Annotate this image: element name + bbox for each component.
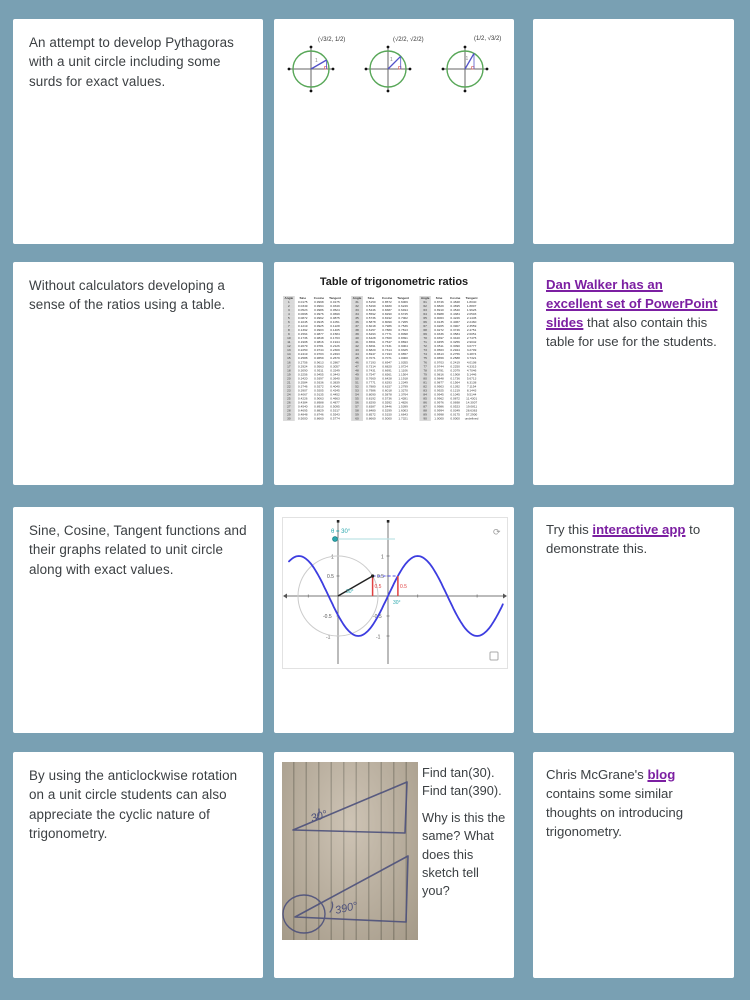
value-label: 0.5 bbox=[374, 584, 382, 590]
pythagoras-text: An attempt to develop Pythagoras with a unit circle including some surds for exact values. bbox=[29, 35, 234, 89]
find-tan-390: Find tan(390). bbox=[422, 783, 502, 799]
unit-circle-60-diagram bbox=[434, 29, 508, 101]
angle-label-origin: 30° bbox=[346, 589, 354, 595]
coords-label-45: (√2/2, √2/2) bbox=[393, 37, 424, 43]
ytick: -1 bbox=[376, 634, 381, 641]
angle-label-curve: 30° bbox=[393, 600, 401, 606]
angle-arc-390 bbox=[330, 902, 333, 912]
card-rotation-note bbox=[13, 752, 263, 978]
table-note-text: Without calculators developing a sense of the ratios using a table. bbox=[29, 278, 226, 313]
x-axis-arrow bbox=[503, 594, 507, 599]
card-table-note bbox=[13, 262, 263, 485]
radius-one-label: 1 bbox=[315, 58, 318, 64]
ytick: -1 bbox=[326, 634, 331, 641]
dan-walker-link[interactable]: Dan Walker has an excellent set of PowerPoint slides bbox=[546, 277, 718, 331]
rotation-note-text: By using the anticlockwise rotation on a unit circle students can also appreciate the cyclic nature of trigonometry. bbox=[29, 768, 238, 842]
blog-post: contains some similar thoughts on introducing trigonometry. bbox=[546, 786, 684, 840]
triangle-30 bbox=[293, 782, 407, 833]
ytick: -0.5 bbox=[323, 614, 332, 620]
sketch-390-label: 390° bbox=[333, 900, 359, 917]
interactive-app-paragraph bbox=[546, 520, 722, 558]
why-question: Why is this the same? What does this sketch tell you? bbox=[422, 810, 506, 898]
trig-table-group: Angle Sine Cosine Tangent 1 0.0175 0.9998 0.0175 2 0.0349 0.9994 0.0349 3 0.0523 0.9986 0.0524 4 0.0698 0.9976 0.0699 5 0.0872 0.9962 0.0875 6 0.1045 0.9945 0.1051 7 0.1219 0.9925 0.1228 8 0.1392 0.9903 0.1405 9 0.1564 0.9877 0.1584 10 0.1736 0.9848 0.1763 11 0.1908 0.9816 0.1944 12 0.2079 0.9781 0.2126 13 0.2250 0.9744 0.2309 14 0.2419 0.9703 0.2493 15 0.2588 0.9659 0.2679 16 0.2756 0.9613 0.2867 17 0.2924 0.9563 0.3057 18 0.3090 0.9511 0.3249 19 0.3256 0.9455 0.3443 20 0.3420 0.9397 0.3640 21 0.3584 0.9336 0.3839 22 0.3746 0.9272 0.4040 23 0.3907 0.9205 0.4245 24 0.4067 0.9135 0.4452 25 0.4226 0.9063 0.4663 26 0.4384 0.8988 0.4877 27 0.4540 0.8910 0.5095 28 0.4695 0.8829 0.5317 29 0.4848 0.8746 0.5543 30 0.5000 0.8660 0.5774 bbox=[284, 296, 341, 421]
unit-circle-30-diagram bbox=[280, 29, 354, 101]
radius-one-label: 1 bbox=[390, 57, 393, 63]
card-sine-graph[interactable] bbox=[274, 507, 514, 733]
find-tan-30: Find tan(30). bbox=[422, 765, 495, 780]
reset-icon[interactable]: ⟳ bbox=[493, 528, 501, 538]
value-label: 0.5 bbox=[400, 584, 407, 590]
card-empty bbox=[533, 19, 734, 244]
unit-circle-diagrams bbox=[274, 19, 514, 101]
card-pythagoras-note bbox=[13, 19, 263, 244]
theta-slider-label: θ = 30° bbox=[331, 529, 351, 535]
graphs-note-text: Sine, Cosine, Tangent functions and their graphs related to unit circle along with exact values. bbox=[29, 523, 247, 577]
interactive-app-post: to demonstrate this. bbox=[546, 522, 701, 557]
card-dan-walker-note bbox=[533, 262, 734, 485]
blog-link[interactable]: blog bbox=[647, 767, 676, 782]
rotation-circle bbox=[283, 895, 325, 933]
sketch-drawing bbox=[282, 762, 418, 940]
card-blog-note bbox=[533, 752, 734, 978]
blog-paragraph bbox=[546, 765, 722, 842]
dan-walker-rest: that also contain this table for use for the students. bbox=[546, 315, 717, 350]
trig-table-group: Angle Sine Cosine Tangent 61 0.8746 0.4848 1.8040 62 0.8829 0.4695 1.8807 63 0.8910 0.4540 1.9626 64 0.8988 0.4384 2.0503 65 0.9063 0.4226 2.1445 66 0.9135 0.4067 2.2460 67 0.9205 0.3907 2.3559 68 0.9272 0.3746 2.4751 69 0.9336 0.3584 2.6051 70 0.9397 0.3420 2.7475 71 0.9455 0.3256 2.9042 72 0.9511 0.3090 3.0777 73 0.9563 0.2924 3.2709 74 0.9613 0.2756 3.4874 75 0.9659 0.2588 3.7321 76 0.9703 0.2419 4.0108 77 0.9744 0.2250 4.3315 78 0.9781 0.2079 4.7046 79 0.9816 0.1908 5.1446 80 0.9848 0.1736 5.6713 81 0.9877 0.1564 6.3138 82 0.9903 0.1392 7.1154 83 0.9925 0.1219 8.1443 84 0.9945 0.1045 9.5144 85 0.9962 0.0872 11.4301 86 0.9976 0.0698 14.3007 87 0.9986 0.0523 19.0811 88 0.9994 0.0349 28.6363 89 0.9998 0.0175 57.2900 90 1.0000 0.0000 undefined bbox=[420, 296, 479, 421]
card-interactive-app-note bbox=[533, 507, 734, 733]
trig-table bbox=[283, 296, 504, 421]
unit-circle-45-diagram bbox=[357, 29, 431, 101]
coords-label-60: (1/2, √3/2) bbox=[474, 36, 502, 42]
dan-walker-paragraph bbox=[546, 275, 722, 352]
slider-handle[interactable] bbox=[333, 537, 338, 542]
trig-table-group: Angle Sine Cosine Tangent 31 0.5150 0.8572 0.6009 32 0.5299 0.8480 0.6249 33 0.5446 0.8387 0.6494 34 0.5592 0.8290 0.6745 35 0.5736 0.8192 0.7002 36 0.5878 0.8090 0.7265 37 0.6018 0.7986 0.7536 38 0.6157 0.7880 0.7813 39 0.6293 0.7771 0.8098 40 0.6428 0.7660 0.8391 41 0.6561 0.7547 0.8693 42 0.6691 0.7431 0.9004 43 0.6820 0.7314 0.9325 44 0.6947 0.7193 0.9657 45 0.7071 0.7071 1.0000 46 0.7193 0.6947 1.0355 47 0.7314 0.6820 1.0724 48 0.7431 0.6691 1.1106 49 0.7547 0.6561 1.1504 50 0.7660 0.6428 1.1918 51 0.7771 0.6293 1.2349 52 0.7880 0.6157 1.2799 53 0.7986 0.6018 1.3270 54 0.8090 0.5878 1.3764 55 0.8192 0.5736 1.4281 56 0.8290 0.5592 1.4826 57 0.8387 0.5446 1.5399 58 0.8480 0.5299 1.6003 59 0.8572 0.5150 1.6643 60 0.8660 0.5000 1.7321 bbox=[352, 296, 410, 421]
tan-question-block bbox=[422, 764, 510, 909]
trig-table-title: Table of trigonometric ratios bbox=[319, 276, 469, 288]
coords-label-30: (√3/2, 1/2) bbox=[318, 37, 346, 43]
find-tan-lines bbox=[422, 764, 510, 800]
sketch-photo[interactable] bbox=[282, 762, 418, 940]
interactive-app-pre: Try this bbox=[546, 522, 593, 537]
card-unit-circles[interactable] bbox=[274, 19, 514, 244]
ytick: 1 bbox=[381, 554, 384, 561]
ytick: 1 bbox=[331, 554, 334, 561]
sketch-30-label: 30° bbox=[309, 808, 329, 825]
blog-pre: Chris McGrane's bbox=[546, 767, 648, 782]
ytick: 0.5 bbox=[377, 574, 384, 580]
sine-graph bbox=[282, 517, 508, 669]
radius-line bbox=[338, 576, 373, 596]
card-graphs-note bbox=[13, 507, 263, 733]
interactive-app-link[interactable]: interactive app bbox=[592, 522, 686, 537]
ytick: 0.5 bbox=[327, 574, 334, 580]
radius-one-label: 1 bbox=[465, 56, 469, 62]
fullscreen-icon[interactable] bbox=[490, 652, 498, 660]
card-tan-sketch bbox=[274, 752, 514, 978]
card-trig-table[interactable] bbox=[274, 262, 514, 485]
ytick: -0.5 bbox=[373, 614, 382, 620]
